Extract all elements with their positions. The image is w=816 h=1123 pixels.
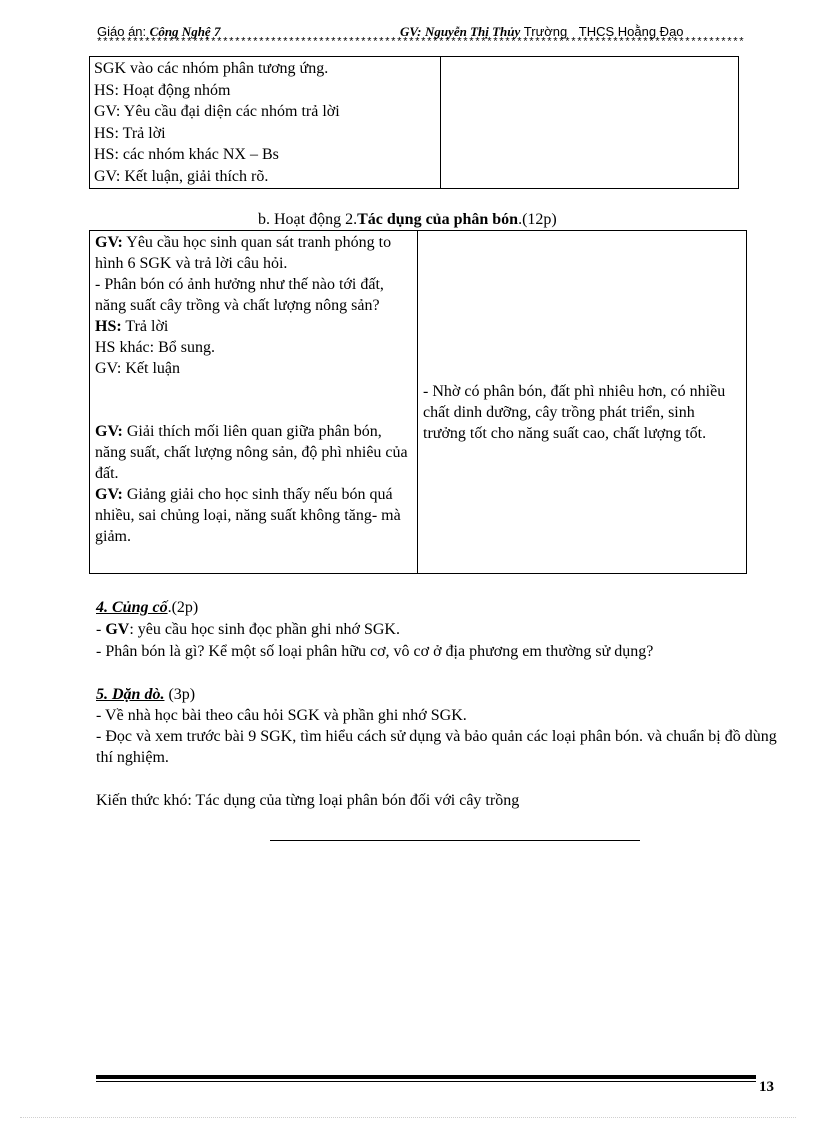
question: - Phân bón có ảnh hưởng như thế nào tới đất, năng suất cây trồng và chất lượng nông sản? (95, 276, 384, 314)
header-school-word: Trường (523, 24, 568, 39)
spacer (95, 379, 412, 421)
activity1-line: HS: các nhóm khác NX – Bs (94, 146, 279, 163)
footer-rule-thin (96, 1081, 756, 1082)
header-label: Giáo án: (97, 24, 147, 39)
section5-heading (96, 684, 195, 705)
header-star-divider: ************************************************************************************************************ (96, 37, 745, 49)
activity2-title: Tác dụng của phân bón (357, 211, 519, 228)
activity1-table (89, 56, 739, 189)
activity1-line: SGK vào các nhóm phân tương ứng. (94, 60, 329, 77)
section4-heading (96, 597, 198, 618)
gv-label: GV: (95, 486, 123, 503)
end-separator (270, 840, 640, 841)
difficult-knowledge: Kiến thức khó: Tác dụng của từng loại phân bón đối với cây trồng (96, 792, 520, 809)
hs-other: HS khác: Bổ sung. (95, 339, 215, 356)
section4-time: .(2p) (167, 599, 199, 616)
gv-label: GV: (95, 234, 123, 251)
hs-answer: HS: Trả lời (95, 318, 169, 335)
spacer (423, 232, 741, 381)
activity2-heading (258, 210, 557, 230)
gv-label: GV: (95, 423, 123, 440)
activity2-prefix: b. Hoạt động 2. (258, 211, 358, 228)
footer-rule-thick (96, 1075, 756, 1079)
page-number: 13 (759, 1079, 774, 1095)
section5-line1: - Về nhà học bài theo câu hỏi SGK và phần ghi nhớ SGK. (96, 707, 467, 724)
gv-instruction-1: GV: Yêu cầu học sinh quan sát tranh phóng to hình 6 SGK và trả lời câu hỏi. (95, 234, 392, 272)
hs-label: HS: (95, 318, 122, 335)
section5-title: 5. Dặn dò. (96, 686, 165, 703)
activity1-line: HS: Hoạt động nhóm (94, 81, 231, 99)
section4-line2: - Phân bón là gì? Kể một số loại phân hữu cơ, vô cơ ở địa phương em thường sử dụng? (96, 643, 654, 660)
header-teacher-label: GV: (400, 24, 422, 39)
gv-conclude: GV: Kết luận (95, 360, 181, 377)
section5-time: (3p) (164, 686, 196, 703)
gv-instruction-2: GV: Giải thích mối liên quan giữa phân bón, năng suất, chất lượng nông sản, độ phì nhiêu của đất. (95, 423, 408, 482)
header-school-name: THCS Hoằng Đạo (578, 24, 684, 39)
activity2-content-cell (418, 231, 747, 574)
header-teacher-name: Nguyễn Thị Thủy (424, 24, 521, 39)
activity1-teacher-cell (90, 57, 441, 189)
activity2-time: .(12p) (518, 211, 557, 228)
gv-instruction-3: GV: Giảng giải cho học sinh thấy nếu bón quá nhiều, sai chủng loại, năng suất không tăng- mà giảm. (95, 486, 401, 545)
header-subject: Công Nghệ 7 (149, 24, 221, 39)
activity1-line: HS: Trả lời (94, 124, 166, 142)
activity1-line: GV: Kết luận, giải thích rõ. (94, 167, 269, 185)
fertilizer-effect-answer: - Nhờ có phân bón, đất phì nhiêu hơn, có nhiều chất dinh dưỡng, cây trồng phát triển, sinh trưởng tốt cho năng suất cao, chất lượng tốt. (423, 383, 726, 442)
activity1-content-cell (441, 57, 739, 189)
section5-line2: - Đọc và xem trước bài 9 SGK, tìm hiểu cách sử dụng và bảo quản các loại phân bón. và chuẩn bị đồ dùng thí nghiệm. (96, 728, 777, 766)
activity2-teacher-cell (90, 231, 418, 574)
section4-title: 4. Củng cố (96, 599, 168, 616)
section4-line1: - GV: yêu cầu học sinh đọc phần ghi nhớ SGK. (96, 621, 400, 638)
page-edge-dotted (20, 1117, 796, 1118)
activity2-table (89, 230, 747, 574)
activity1-line: GV: Yêu cầu đại diện các nhóm trả lời (94, 103, 340, 120)
